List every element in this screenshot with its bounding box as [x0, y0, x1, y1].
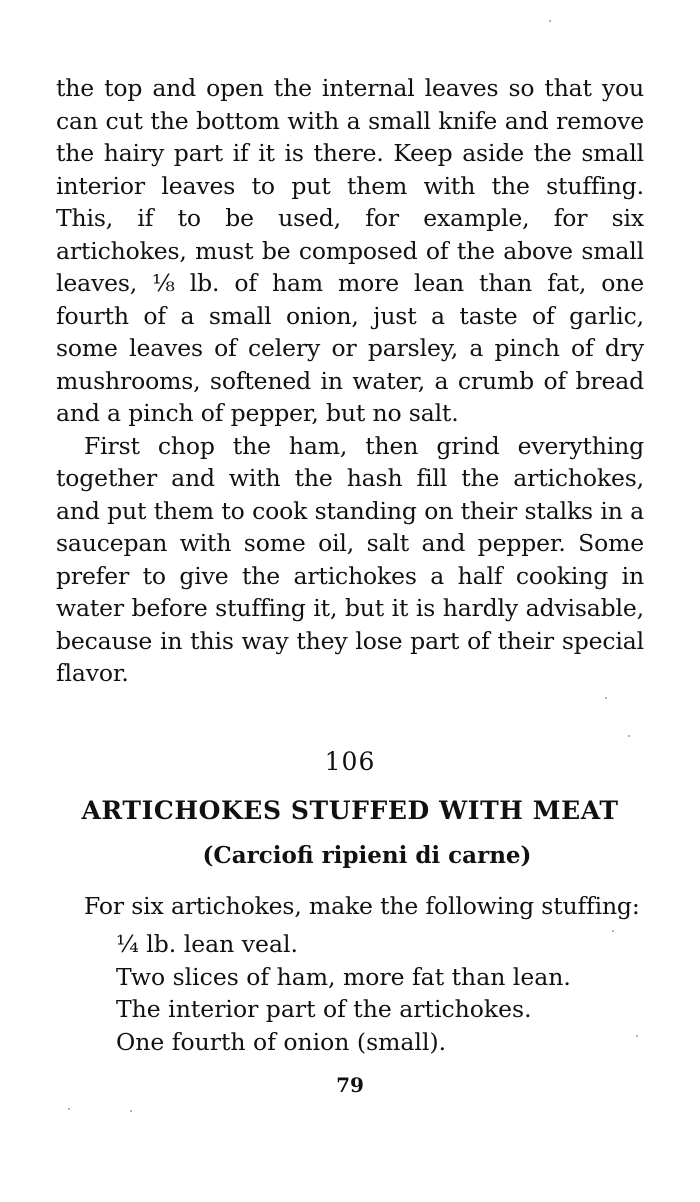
scan-speck: [636, 1035, 638, 1037]
body-paragraph-1: the top and open the internal leaves so that you can cut the bottom with a small knife and remove the hairy part if it is there. Keep aside the small interior leaves to put them with the stuffing. This, if to be used, for example, for six artichokes, must be composed of the above small leaves, ⅛ lb. of ham more lean than fat, one fourth of a small onion, just a taste of garlic, some leaves of celery or parsley, a pinch of dry mushrooms, softened in water, a crumb of bread and a pinch of pepper, but no salt.: [56, 74, 644, 427]
recipe-number: 106: [324, 746, 376, 776]
scan-speck: [605, 697, 607, 699]
scan-speck: [130, 1110, 132, 1112]
scan-speck: [628, 735, 630, 737]
scan-speck: [612, 930, 614, 932]
ingredient-item: Two slices of ham, more fat than lean.: [116, 962, 571, 991]
ingredient-item: ¼ lb. lean veal.: [116, 930, 298, 958]
body-paragraph-2: First chop the ham, then grind everything together and with the hash fill the artichokes, and put them to cook standing on their stalks in a saucepan with some oil, salt and pepper. Some prefer to give the artichokes a half cooking in water before stuffing it, but it is hardly advisable, because in this way they lose part of their special flavor.: [56, 431, 644, 687]
page-number: 79: [336, 1073, 364, 1097]
scan-speck: [68, 1108, 70, 1110]
ingredient-list: [56, 928, 644, 1058]
scan-speck: [549, 20, 551, 22]
recipe-title: ARTICHOKES STUFFED WITH MEAT: [81, 795, 619, 825]
recipe-subtitle: (Carciofi ripieni di carne): [202, 841, 532, 869]
ingredient-item: The interior part of the artichokes.: [116, 995, 532, 1023]
recipe-intro: For six artichokes, make the following stuffing:: [84, 891, 640, 920]
page-content: [56, 72, 644, 1058]
ingredient-item: One fourth of onion (small).: [116, 1027, 447, 1056]
